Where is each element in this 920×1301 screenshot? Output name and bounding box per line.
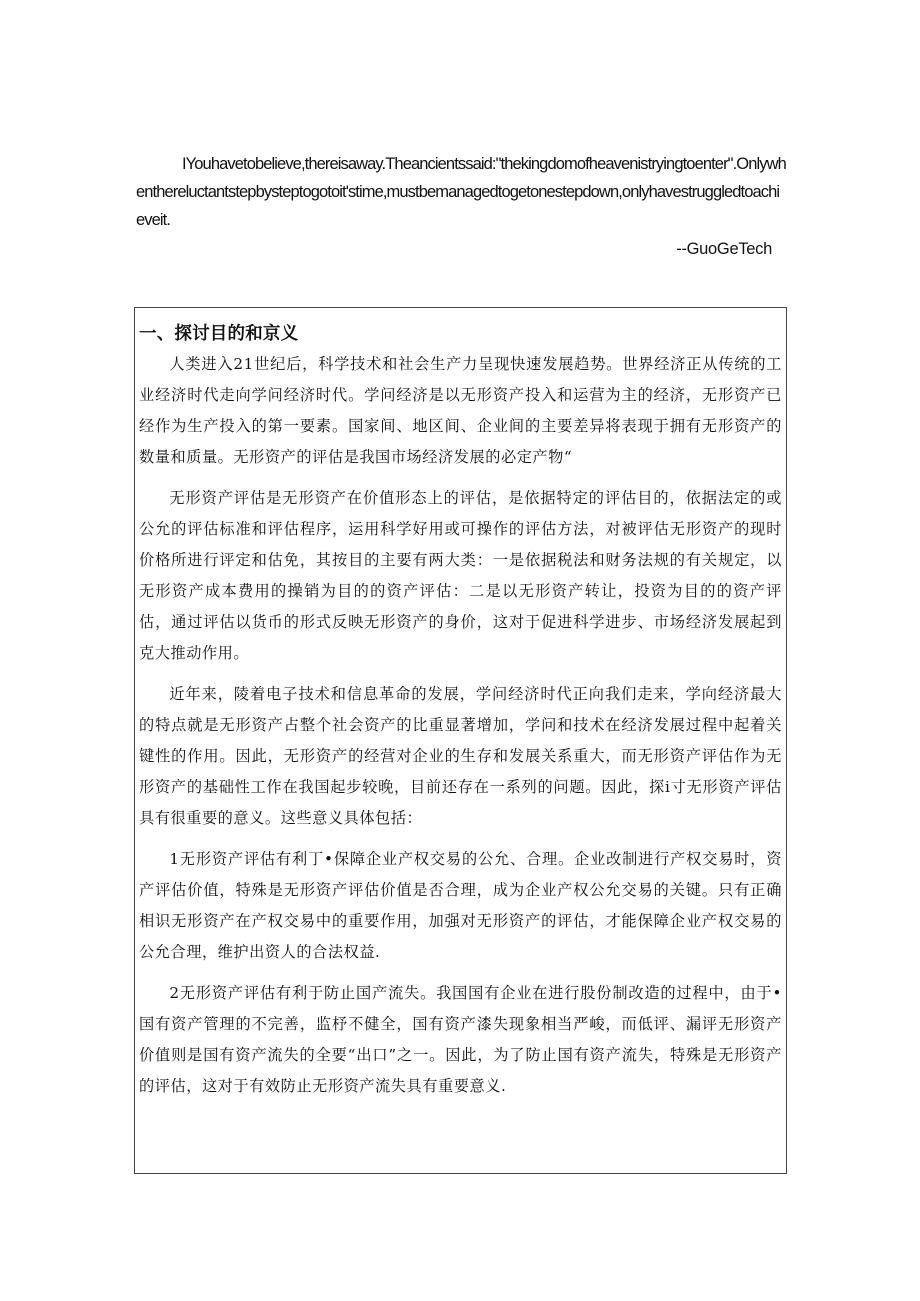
section-box — [134, 307, 787, 1174]
paragraph-2: 无形资产评估是无形资产在价值形态上的评估，是依据特定的评估目的，依据法定的或公允的评估标准和评估程序，运用科学好用或可操作的评估方法，对被评估无形资产的现时价格所进行评定和估免，其按目的主要有两大类：一是依据税法和财务法规的有关规定，以无形资产成本费用的操销为目的的资产评估：二是以无形资产转让，投资为目的的资产评估，通过评估以货币的形式反映无形资产的身价，这对于促进科学进步、市场经济发展起到克大推动作用。 — [139, 489, 782, 662]
paragraph-5: 2无形资产评估有利于防止国产流失。我国国有企业在进行股份制改造的过程中，由于•国有资产管理的不完善，监杼不健全，国有资产漆失现象相当严峻，而低评、漏评无形资产价值则是国有资产流失的全要“出口”之一。因此，为了防止国有资产流失，特殊是无形资产的评估，这对于有效防止无形资产流失具有重要意义. — [139, 984, 782, 1095]
motivational-quote: IYouhavetobelieve,thereisaway.Theancientssaid:"thekingdomofheavenistryingtoenter".Onlywhenthereluctantstepbysteptogotoit'stime,mustbemanagedtogetonestepdown,onlyhavestruggledtoachieveit. — [136, 155, 786, 229]
paragraph-4: 1无形资产评估有利丁•保障企业产权交易的公允、合理。企业改制进行产权交易时，资产评估价值，特殊是无形资产评估价值是否合理，成为企业产权公允交易的关键。只有正确相识无形资产在产权交易中的重要作用，加强对无形资产的评估，才能保障企业产权交易的公允合理，维护出资人的合法权益. — [139, 850, 782, 961]
quote-attribution: --GuoGeTech — [676, 240, 772, 258]
section-heading: 一、探讨目的和京义 — [139, 324, 299, 344]
paragraph-1: 人类进入21世纪后，科学技术和社会生产力呈现快速发展趋势。世界经济正从传统的工业经济时代走向学问经济时代。学问经济是以无形资产投入和运营为主的经济，无形资产已经作为生产投入的第一要素。国家间、地区间、企业间的主要差异将表现于拥有无形资产的数量和质量。无形资产的评估是我国市场经济发展的必定产物“ — [139, 355, 782, 466]
paragraph-3: 近年来，陵着电子技术和信息革命的发展，学问经济时代正向我们走来，学向经济最大的特点就是无形资产占整个社会资产的比重显著增加，学问和技术在经济发展过程中起着关键性的作用。因此，无形资产的经营对企业的生存和发展关系重大，而无形资产评估作为无形资产的基础性工作在我国起步较晚，目前还存在一系列的问题。因此，探i寸无形资产评估具有很重要的意义。这些意义具体包括： — [139, 685, 782, 827]
